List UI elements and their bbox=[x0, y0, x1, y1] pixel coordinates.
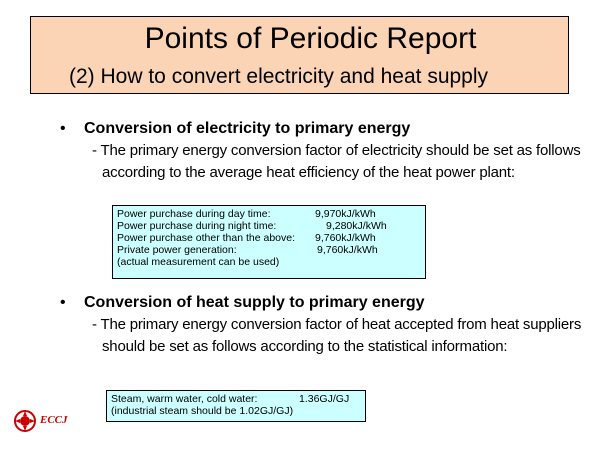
section-heading: Conversion of heat supply to primary energy bbox=[84, 294, 425, 311]
section-heading-row bbox=[60, 292, 580, 314]
section-heading: Conversion of electricity to primary energy bbox=[84, 120, 411, 137]
factor-note-text: (actual measurement can be used) bbox=[117, 256, 280, 268]
factor-value: 9,970kJ/kWh bbox=[315, 208, 376, 220]
factor-row bbox=[117, 220, 421, 232]
eccj-logo bbox=[14, 410, 94, 436]
factor-value: 1.36GJ/GJ bbox=[299, 393, 350, 405]
section-heading-row bbox=[60, 118, 580, 140]
bullet-icon: • bbox=[60, 120, 66, 137]
page-title: Points of Periodic Report bbox=[144, 22, 477, 55]
factor-label: Power purchase during day time: bbox=[117, 208, 271, 220]
factor-label: Steam, warm water, cold water: bbox=[111, 393, 258, 405]
factor-row bbox=[117, 208, 421, 220]
factor-note-text: (industrial steam should be 1.02GJ/GJ) bbox=[111, 405, 294, 417]
section-heat-supply bbox=[60, 292, 580, 358]
electricity-factor-box bbox=[112, 205, 426, 279]
factor-row bbox=[117, 232, 421, 244]
factor-row bbox=[111, 393, 361, 405]
eccj-logo-text: ECCJ bbox=[40, 414, 68, 426]
factor-label: Private power generation: bbox=[117, 244, 237, 256]
section-description: - The primary energy conversion factor of heat accepted from heat suppliers should be set as follows according to the statistical information: bbox=[92, 316, 582, 355]
factor-row bbox=[117, 244, 421, 256]
factor-note bbox=[117, 256, 421, 268]
factor-value: 9,760kJ/kWh bbox=[317, 244, 378, 256]
factor-label: Power purchase during night time: bbox=[117, 220, 277, 232]
factor-value: 9,760kJ/kWh bbox=[315, 232, 376, 244]
title-banner bbox=[30, 16, 569, 94]
eccj-logo-icon bbox=[14, 410, 36, 432]
factor-note bbox=[111, 405, 361, 417]
factor-value: 9,280kJ/kWh bbox=[326, 220, 387, 232]
section-description: - The primary energy conversion factor of electricity should be set as follows according to the average heat efficiency of the heat power plant: bbox=[92, 142, 581, 181]
factor-label: Power purchase other than the above: bbox=[117, 232, 296, 244]
heat-factor-box bbox=[106, 390, 366, 422]
section-electricity bbox=[60, 118, 580, 184]
page-subtitle: (2) How to convert electricity and heat supply bbox=[69, 65, 489, 88]
bullet-icon: • bbox=[60, 294, 66, 311]
